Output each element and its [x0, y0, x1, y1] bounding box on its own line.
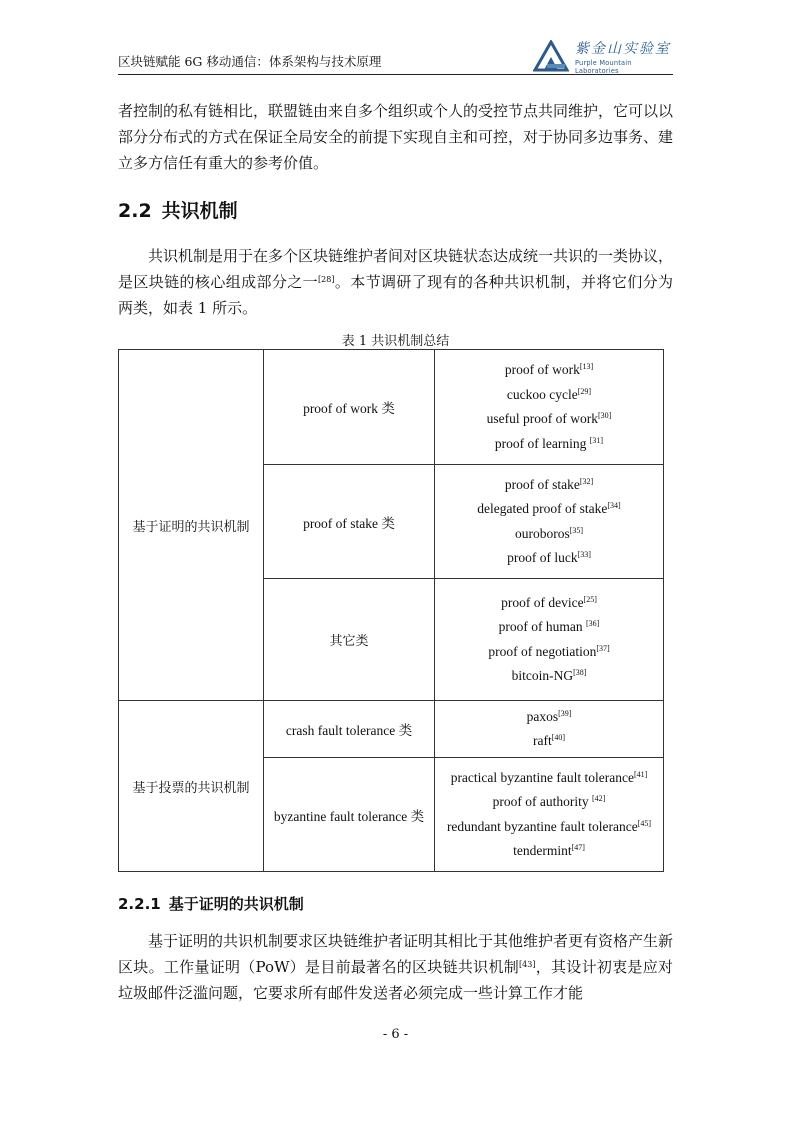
citation-ref: [28] — [318, 275, 335, 284]
items-cell — [435, 465, 664, 579]
page-number: - 6 - — [382, 1027, 409, 1042]
running-title: 区块链赋能 6G 移动通信：体系架构与技术原理 — [118, 54, 382, 69]
table-row — [119, 350, 664, 465]
section-number: 2.2 — [118, 200, 152, 222]
subsection-title: 基于证明的共识机制 — [168, 895, 304, 913]
subsection-paragraph-text-b: ，其设计初衷是应对垃圾邮件泛滥问题，它要求所有邮件发送者必须完成一些计算工作才能 — [118, 958, 673, 1002]
items-cell — [435, 579, 664, 701]
section-paragraph-text-a: 共识机制是用于在多个区块链维护者间对区块链状态达成统一共识的一类协议，是区块链的核心组成部分之一 — [118, 247, 674, 291]
list-item: proof of negotiation[37] — [488, 643, 610, 659]
intro-paragraph: 者控制的私有链相比，联盟链由来自多个组织或个人的受控节点共同维护，它可以以部分分布式的方式在保证全局安全的前提下实现自主和可控，对于协同多边事务、建立多方信任有重大的参考价值。 — [118, 102, 674, 172]
list-item: paxos[39] — [526, 708, 572, 724]
items-cell — [435, 758, 664, 872]
group-cell: 基于证明的共识机制 — [119, 350, 264, 701]
page-header — [118, 40, 673, 75]
section-heading — [118, 196, 238, 223]
group-cell: 基于投票的共识机制 — [119, 701, 264, 872]
subsection-paragraph-text-a: 基于证明的共识机制要求区块链维护者证明其相比于其他维护者更有资格产生新区块。工作量证明（PoW）是目前最著名的区块链共识机制 — [118, 932, 674, 976]
citation-ref: [43] — [519, 960, 536, 969]
section-paragraph — [118, 243, 673, 321]
list-item: proof of device[25] — [501, 594, 597, 610]
list-item: proof of authority [42] — [492, 794, 606, 809]
subsection-number: 2.2.1 — [118, 895, 161, 913]
list-item: ouroboros[35] — [514, 525, 584, 541]
list-item: proof of learning [31] — [494, 435, 604, 451]
list-item: proof of stake[32] — [504, 476, 594, 492]
items-cell — [435, 350, 664, 465]
logo-chinese-name: 紫金山实验室 — [575, 41, 671, 57]
list-item: proof of human [36] — [498, 619, 600, 634]
subsection-paragraph — [118, 928, 673, 1006]
list-item: redundant byzantine fault tolerance[45] — [446, 818, 652, 834]
items-cell — [435, 701, 664, 758]
subgroup-cell: proof of work 类 — [264, 350, 435, 465]
subgroup-cell: byzantine fault tolerance 类 — [264, 758, 435, 872]
consensus-summary-table — [118, 349, 664, 872]
list-item: useful proof of work[30] — [486, 411, 612, 426]
subsection-heading — [118, 893, 304, 914]
list-item: bitcoin-NG[38] — [511, 668, 587, 683]
subgroup-cell: proof of stake 类 — [264, 465, 435, 579]
subgroup-cell: crash fault tolerance 类 — [264, 701, 435, 758]
list-item: raft[40] — [532, 733, 566, 748]
section-paragraph-text-b: 。本节调研了现有的各种共识机制，并将它们分为两类，如表 1 所示。 — [118, 273, 673, 317]
section-title: 共识机制 — [161, 200, 238, 222]
list-item: cuckoo cycle[29] — [506, 386, 592, 402]
list-item: practical byzantine fault tolerance[41] — [450, 769, 648, 785]
lab-logo — [533, 40, 673, 75]
mountain-logo-icon — [533, 40, 569, 72]
list-item: proof of luck[33] — [507, 550, 591, 565]
list-item: delegated proof of stake[34] — [477, 501, 621, 516]
table-row — [119, 701, 664, 758]
logo-english-name: Purple Mountain Laboratories — [575, 59, 632, 75]
list-item: proof of work[13] — [504, 362, 594, 377]
table-caption: 表 1 共识机制总结 — [341, 334, 450, 349]
subgroup-cell: 其它类 — [264, 579, 435, 701]
list-item: tendermint[47] — [513, 843, 585, 858]
